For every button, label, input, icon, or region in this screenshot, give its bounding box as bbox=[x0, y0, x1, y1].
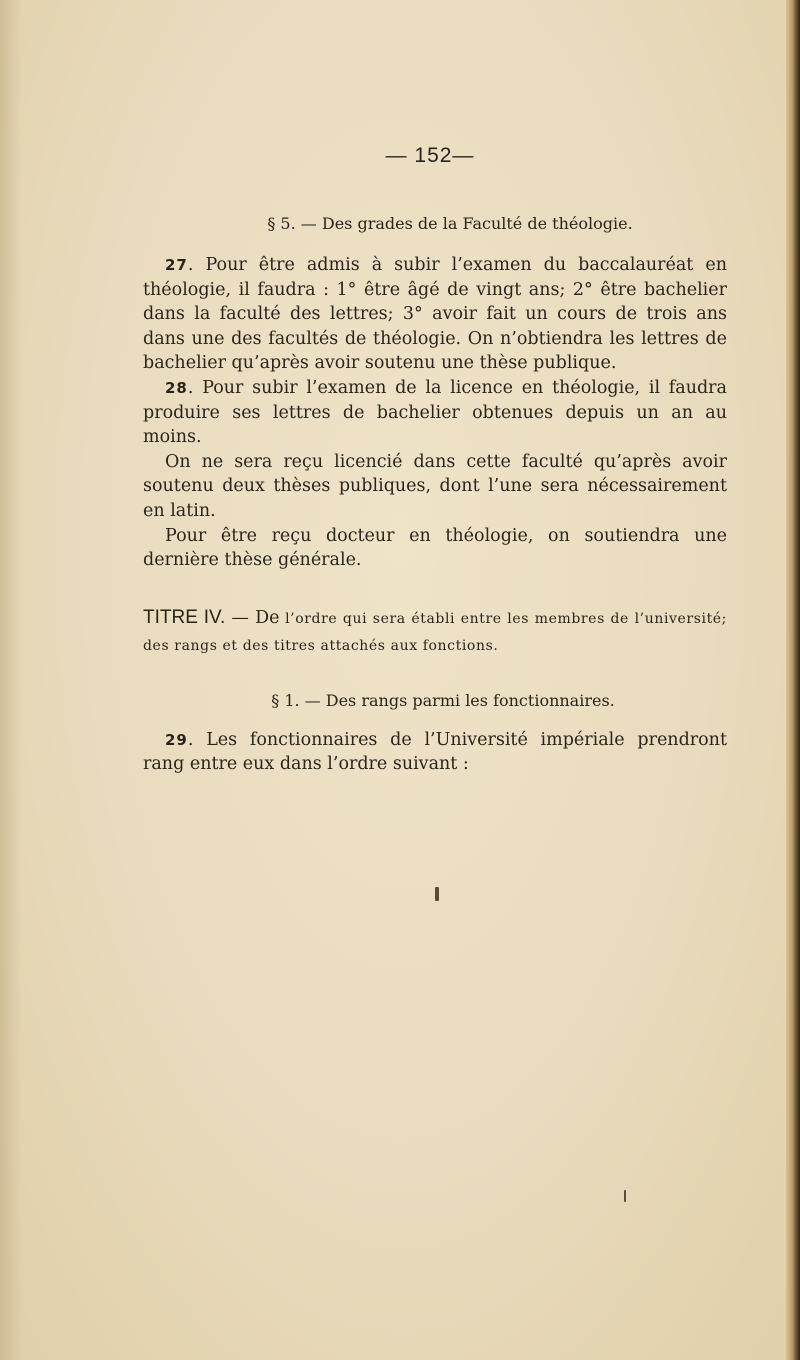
page-content bbox=[143, 214, 727, 777]
article-number: 27 bbox=[165, 256, 188, 274]
article-28 bbox=[143, 376, 727, 450]
article-number-period: . bbox=[187, 377, 203, 398]
page-number: — 152— bbox=[385, 144, 475, 167]
article-text: Pour subir l’examen de la licence en théologie, il faudra produire ses lettres de bachelier obtenues depuis un an au moins. bbox=[143, 377, 727, 448]
article-number-period: . bbox=[187, 729, 207, 750]
sub-heading: § 1. — Des rangs parmi les fonctionnaires. bbox=[271, 690, 615, 710]
titre-label: TITRE IV. bbox=[143, 606, 226, 628]
titre-rest: l’ordre qui sera établi entre les membres de l’université; des rangs et des titres attachés aux fonctions. bbox=[143, 610, 727, 654]
page-left-shadow bbox=[0, 0, 22, 1360]
ink-speck bbox=[435, 887, 439, 901]
article-text: Pour être admis à subir l’examen du baccalauréat en théologie, il faudra : 1° être âgé de vingt ans; 2° être bachelier dans la faculté des lettres; 3° avoir fait un cours de trois ans dans une des facultés de théologie. On n’obtiendra les lettres de bachelier qu’après avoir soutenu une thèse publique. bbox=[143, 255, 727, 374]
article-27 bbox=[143, 253, 727, 376]
article-29 bbox=[143, 728, 727, 777]
section-heading: § 5. — Des grades de la Faculté de théologie. bbox=[267, 214, 633, 233]
article-28-paragraph: Pour être reçu docteur en théologie, on soutiendra une dernière thèse générale. bbox=[143, 525, 727, 571]
article-number-period: . bbox=[187, 255, 206, 275]
titre-lead: De bbox=[255, 607, 280, 628]
article-text: Les fonctionnaires de l’Université impériale prendront rang entre eux dans l’ordre suivant : bbox=[143, 729, 727, 775]
article-number: 28 bbox=[165, 378, 188, 397]
titre-dash: — bbox=[225, 607, 256, 628]
titre-heading bbox=[143, 605, 727, 659]
article-28-paragraph: On ne sera reçu licencié dans cette faculté qu’après avoir soutenu deux thèses publiques, dont l’une sera nécessairement en latin. bbox=[143, 451, 727, 521]
ink-speck bbox=[624, 1190, 626, 1202]
page-right-edge bbox=[786, 0, 800, 1360]
article-number: 29 bbox=[165, 730, 188, 749]
